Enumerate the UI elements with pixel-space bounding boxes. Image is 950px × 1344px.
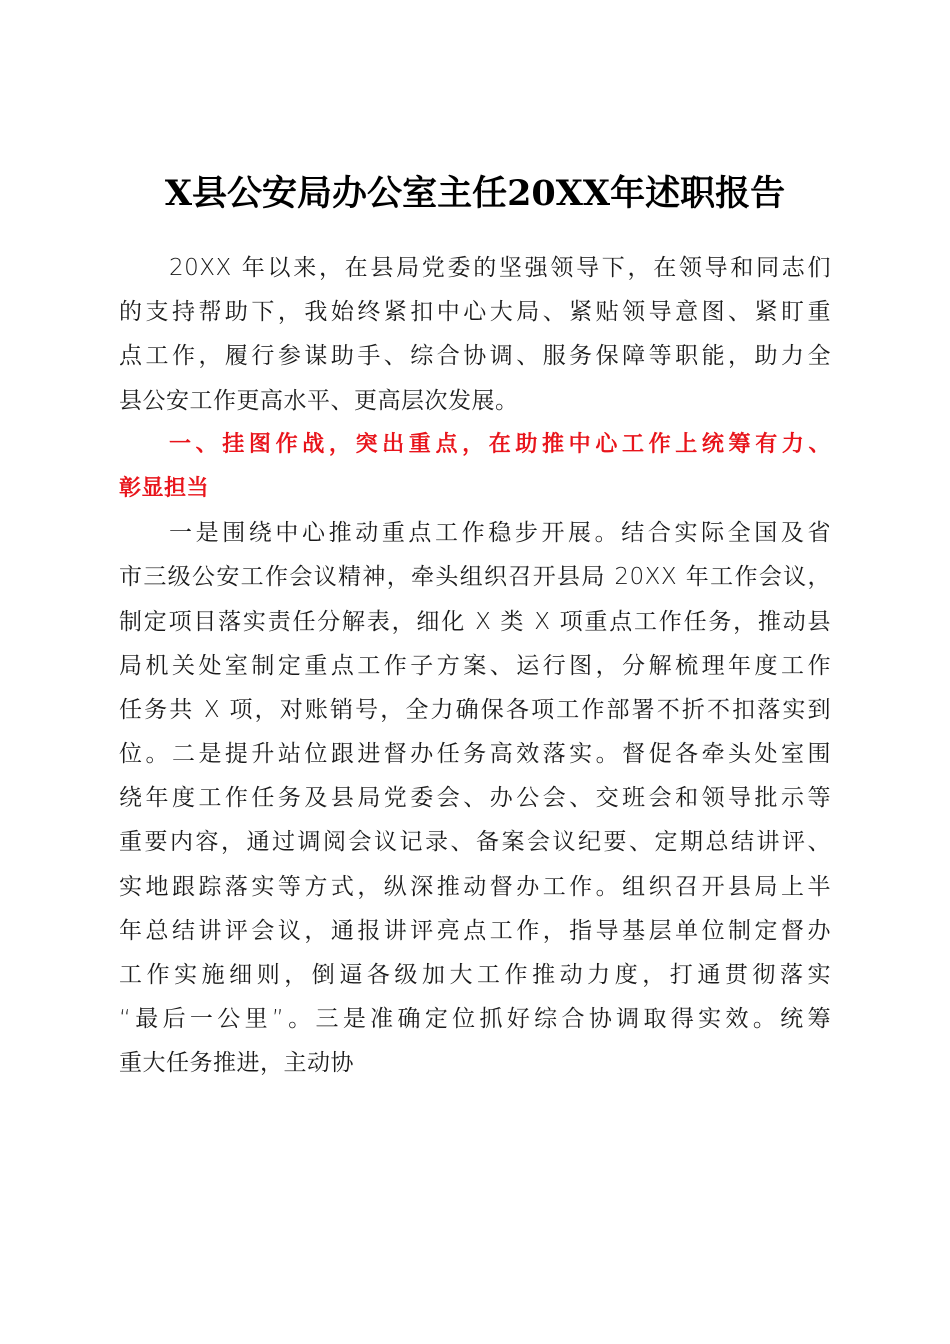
document-body	[119, 246, 831, 1086]
paragraph-line: 重要内容，通过调阅会议记录、备案会议纪要、定期总结讲评、	[119, 829, 831, 856]
section-heading	[119, 423, 831, 511]
paragraph-line: 县公安工作更高水平、更高层次发展。	[119, 387, 519, 414]
intro-paragraph	[119, 246, 831, 423]
paragraph-line: 任务共 X 项，对账销号，全力确保各项工作部署不折不扣落实到	[119, 696, 831, 723]
paragraph-line: 一是围绕中心推动重点工作稳步开展。结合实际全国及省	[169, 520, 831, 547]
paragraph-line: 年总结讲评会议，通报讲评亮点工作，指导基层单位制定督办	[119, 917, 831, 944]
paragraph-line: 局机关处室制定重点工作子方案、运行图，分解梳理年度工作	[119, 652, 831, 679]
heading-line: 一、挂图作战，突出重点，在助推中心工作上统筹有力、	[169, 431, 831, 457]
section-paragraph	[119, 511, 831, 1085]
paragraph-line: 位。二是提升站位跟进督办任务高效落实。督促各牵头处室围	[119, 741, 831, 768]
paragraph-line: 的支持帮助下，我始终紧扣中心大局、紧贴领导意图、紧盯重	[119, 299, 831, 326]
paragraph-line: 绕年度工作任务及县局党委会、办公会、交班会和领导批示等	[119, 785, 831, 812]
paragraph-line: 点工作，履行参谋助手、综合协调、服务保障等职能，助力全	[119, 343, 831, 370]
paragraph-line: 20XX 年以来，在县局党委的坚强领导下，在领导和同志们	[169, 255, 831, 281]
paragraph-line: 工作实施细则，倒逼各级加大工作推动力度，打通贯彻落实	[119, 962, 831, 988]
heading-line: 彰显担当	[119, 475, 210, 501]
paragraph-line: 实地跟踪落实等方式，纵深推动督办工作。组织召开县局上半	[119, 873, 831, 900]
paragraph-line: 制定项目落实责任分解表，细化 X 类 X 项重点工作任务，推动县	[119, 608, 831, 635]
document-title: X县公安局办公室主任20XX年述职报告	[164, 173, 786, 214]
paragraph-line: “最后一公里”。三是准确定位抓好综合协调取得实效。统筹	[119, 1006, 831, 1033]
paragraph-line: 市三级公安工作会议精神，牵头组织召开县局 20XX 年工作会议，	[119, 564, 831, 591]
paragraph-line: 重大任务推进，主动协	[119, 1050, 354, 1077]
